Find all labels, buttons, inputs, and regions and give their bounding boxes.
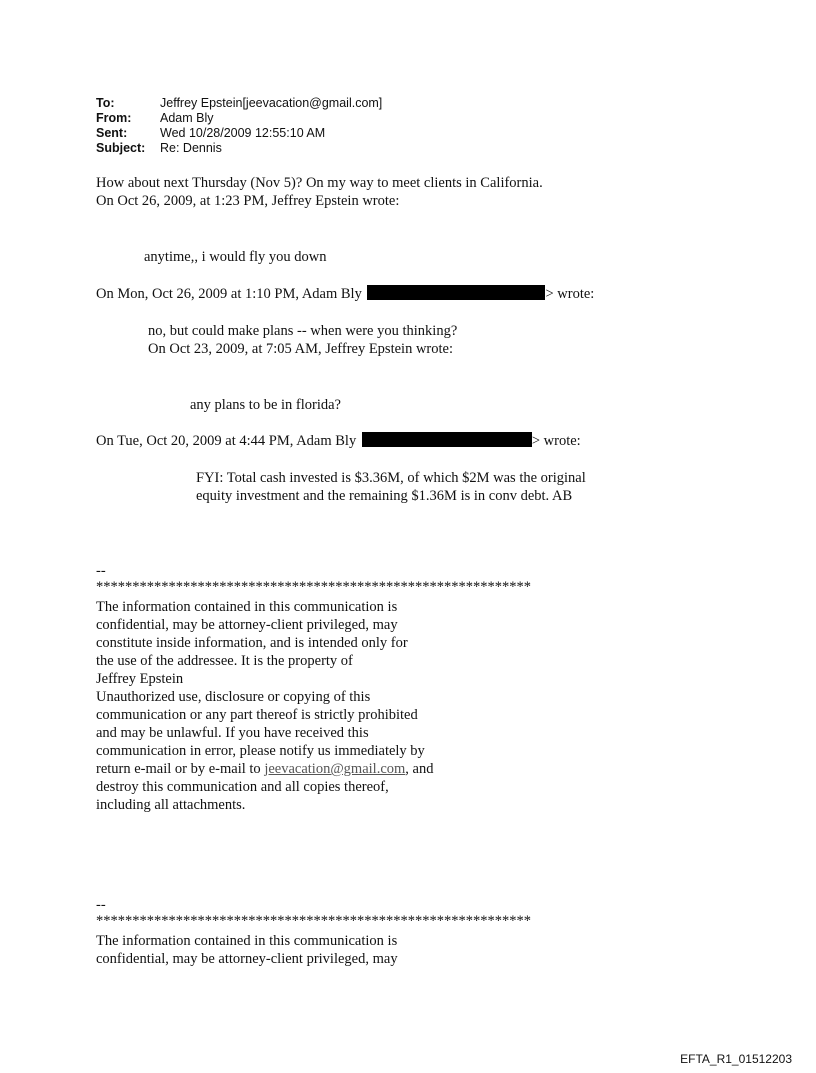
email-header	[96, 96, 382, 156]
disclaimer-line: Jeffrey Epstein	[96, 671, 184, 687]
disclaimer-text	[96, 598, 433, 814]
redaction-block	[362, 432, 532, 447]
return-prefix: return e-mail or by e-mail to	[96, 761, 265, 777]
disclaimer-line: confidential, may be attorney-client privileged, may	[96, 617, 398, 633]
disclaimer-dashes: --	[96, 563, 106, 579]
disclaimer-dashes: --	[96, 897, 106, 913]
line4-prefix: On Mon, Oct 26, 2009 at 1:10 PM, Adam Bly	[96, 286, 362, 302]
line8-prefix: On Tue, Oct 20, 2009 at 4:44 PM, Adam Bly	[96, 433, 357, 449]
disclaimer-line: constitute inside information, and is intended only for	[96, 635, 408, 651]
body-line-8	[96, 432, 581, 450]
body-line-3: anytime,, i would fly you down	[144, 249, 327, 265]
subject-value: Re: Dennis	[160, 141, 222, 155]
redaction-block	[367, 285, 545, 300]
disclaimer-line-return	[96, 760, 433, 778]
subject-label: Subject:	[96, 141, 146, 155]
from-label: From:	[96, 111, 132, 125]
body-line-6: On Oct 23, 2009, at 7:05 AM, Jeffrey Epstein wrote:	[148, 341, 453, 357]
disclaimer-line: communication in error, please notify us immediately by	[96, 743, 425, 759]
body-line-10: equity investment and the remaining $1.36M is in conv debt. AB	[196, 488, 573, 504]
disclaimer-line: The information contained in this communication is	[96, 933, 398, 949]
to-value: Jeffrey Epstein[jeevacation@gmail.com]	[160, 96, 383, 110]
disclaimer-line: and may be unlawful. If you have received this	[96, 725, 369, 741]
sent-row	[96, 126, 382, 141]
body-line-9: FYI: Total cash invested is $3.36M, of which $2M was the original	[196, 470, 586, 486]
disclaimer-line: communication or any part thereof is strictly prohibited	[96, 707, 418, 723]
sent-label: Sent:	[96, 126, 128, 140]
body-line-5: no, but could make plans -- when were you thinking?	[148, 323, 458, 339]
disclaimer-line: including all attachments.	[96, 797, 246, 813]
from-row	[96, 111, 382, 126]
to-label: To:	[96, 96, 115, 110]
body-line-4	[96, 285, 594, 303]
body-line-2: On Oct 26, 2009, at 1:23 PM, Jeffrey Epstein wrote:	[96, 193, 400, 209]
document-id: EFTA_R1_01512203	[680, 1052, 792, 1066]
disclaimer-stars: ************************************************************	[96, 913, 531, 929]
to-row	[96, 96, 382, 111]
disclaimer-text	[96, 932, 398, 968]
disclaimer-line: The information contained in this communication is	[96, 599, 398, 615]
body-line-7: any plans to be in florida?	[190, 397, 341, 413]
sent-value: Wed 10/28/2009 12:55:10 AM	[160, 126, 326, 140]
email-link[interactable]: jeevacation@gmail.com	[264, 761, 406, 777]
disclaimer-line: destroy this communication and all copies thereof,	[96, 779, 389, 795]
line4-suffix: > wrote:	[545, 286, 595, 302]
from-value: Adam Bly	[160, 111, 214, 125]
disclaimer-line: Unauthorized use, disclosure or copying of this	[96, 689, 371, 705]
disclaimer-line: confidential, may be attorney-client privileged, may	[96, 951, 398, 967]
subject-row	[96, 141, 382, 156]
body-line-1: How about next Thursday (Nov 5)? On my way to meet clients in California.	[96, 175, 543, 191]
return-suffix: , and	[405, 761, 434, 777]
disclaimer-stars: ************************************************************	[96, 579, 531, 595]
line8-suffix: > wrote:	[531, 433, 581, 449]
disclaimer-line: the use of the addressee. It is the property of	[96, 653, 353, 669]
